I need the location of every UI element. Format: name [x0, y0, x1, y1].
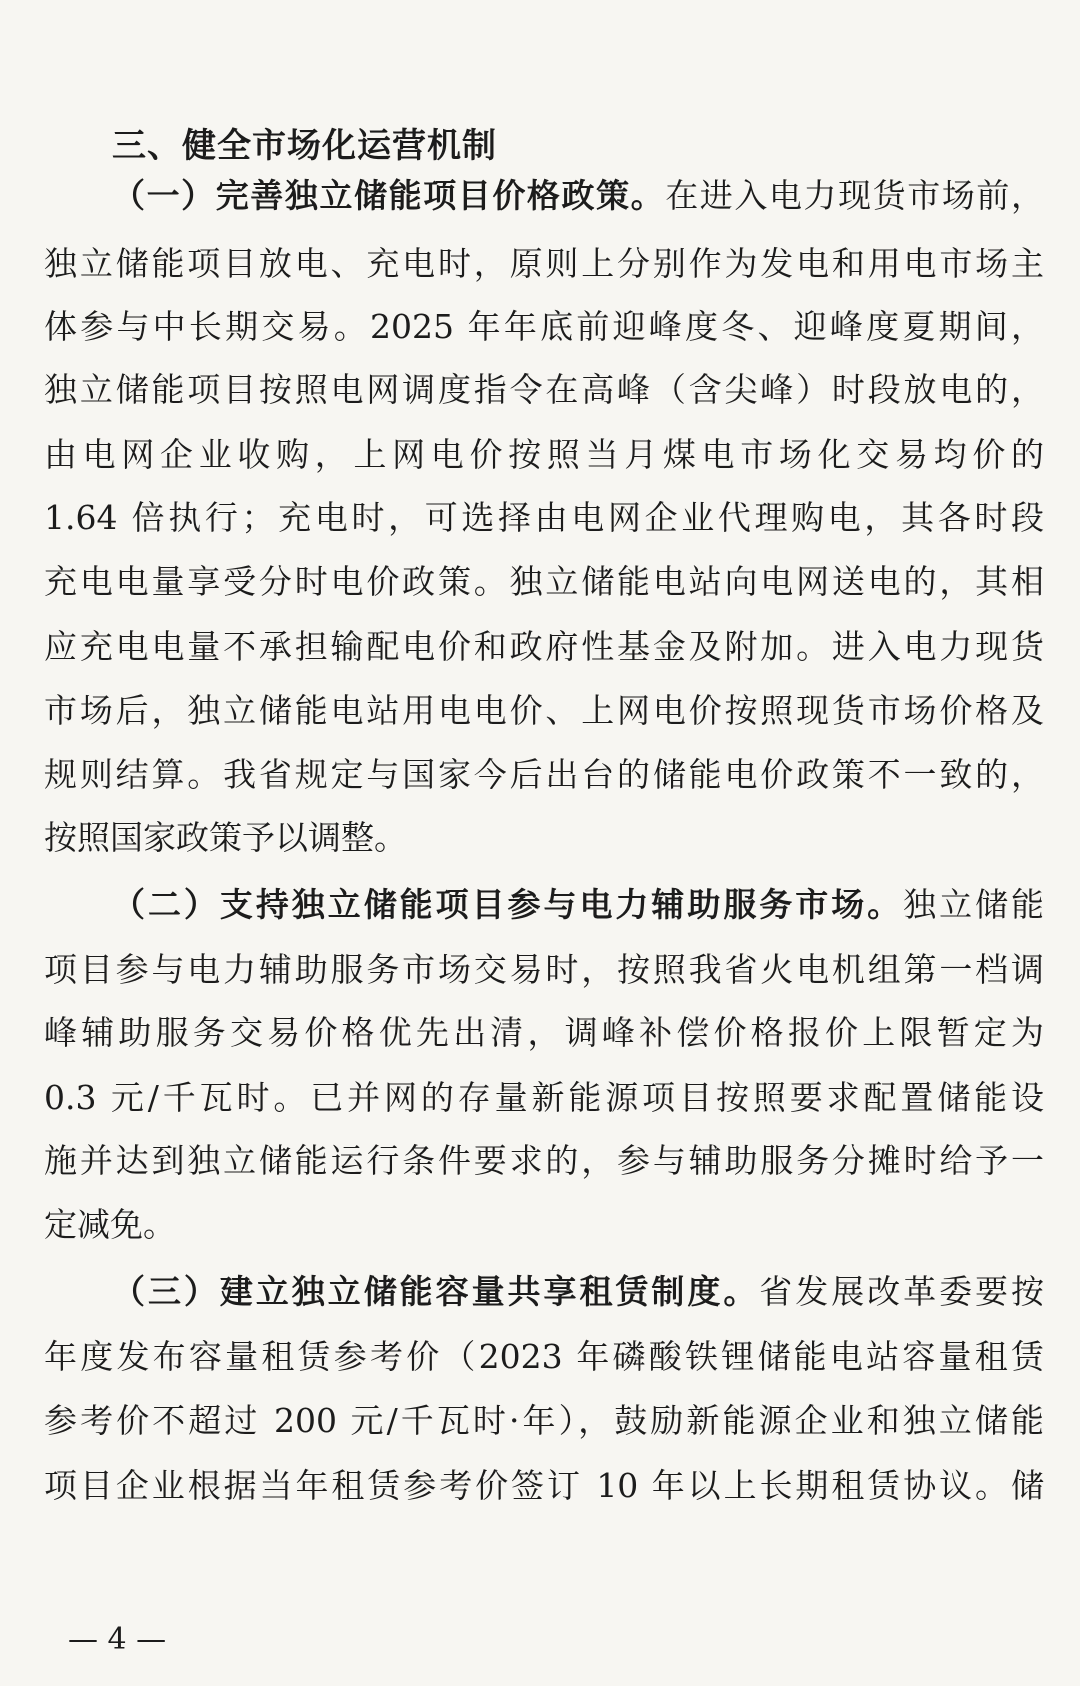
paragraph-1-line-6: 1.64 倍执行；充电时，可选择由电网企业代理购电，其各时段: [44, 498, 1044, 537]
paragraph-3-text: 省发展改革委要按: [759, 1272, 1045, 1311]
paragraph-3-line-4: 项目企业根据当年租赁参考价签订 10 年以上长期租赁协议。储: [44, 1466, 1044, 1505]
paragraph-2-line-2: 项目参与电力辅助服务市场交易时，按照我省火电机组第一档调: [44, 950, 1044, 989]
paragraph-3-line-3: 参考价不超过 200 元/千瓦时·年），鼓励新能源企业和独立储能: [44, 1401, 1044, 1440]
paragraph-2-line-5: 施并达到独立储能运行条件要求的，参与辅助服务分摊时给予一: [44, 1141, 1044, 1180]
paragraph-1-text: 在进入电力现货市场前，: [665, 176, 1045, 215]
paragraph-1-line-8: 应充电电量不承担输配电价和政府性基金及附加。进入电力现货: [44, 627, 1044, 666]
paragraph-1-line-7: 充电电量享受分时电价政策。独立储能电站向电网送电的，其相: [44, 562, 1044, 601]
paragraph-1-line-10: 规则结算。我省规定与国家今后出台的储能电价政策不一致的，: [44, 755, 1044, 794]
paragraph-2-line-6: 定减免。: [44, 1205, 176, 1244]
paragraph-1-line-9: 市场后，独立储能电站用电电价、上网电价按照现货市场价格及: [44, 691, 1044, 730]
paragraph-2-text: 独立储能: [903, 885, 1045, 924]
page-number: — 4 —: [68, 1622, 167, 1657]
paragraph-1-subtitle: （一）完善独立储能项目价格政策。: [112, 176, 666, 215]
paragraph-1-line-3: 体参与中长期交易。2025 年年底前迎峰度冬、迎峰度夏期间，: [44, 307, 1044, 346]
paragraph-1-line-2: 独立储能项目放电、充电时，原则上分别作为发电和用电市场主: [44, 244, 1044, 283]
paragraph-2-subtitle: （二）支持独立储能项目参与电力辅助服务市场。: [112, 885, 904, 924]
paragraph-2-line-1: [112, 885, 1044, 925]
section-heading: 三、健全市场化运营机制: [112, 126, 497, 166]
paragraph-3-subtitle: （三）建立独立储能容量共享租赁制度。: [112, 1272, 760, 1311]
paragraph-1-line-11: 按照国家政策予以调整。: [44, 818, 407, 857]
paragraph-1-line-5: 由电网企业收购，上网电价按照当月煤电市场化交易均价的: [44, 435, 1044, 474]
paragraph-3-line-1: [112, 1272, 1044, 1312]
paragraph-1-line-4: 独立储能项目按照电网调度指令在高峰（含尖峰）时段放电的，: [44, 370, 1044, 409]
paragraph-1-line-1: [112, 176, 1044, 216]
paragraph-2-line-4: 0.3 元/千瓦时。已并网的存量新能源项目按照要求配置储能设: [44, 1078, 1044, 1117]
paragraph-2-line-3: 峰辅助服务交易价格优先出清，调峰补偿价格报价上限暂定为: [44, 1013, 1044, 1052]
paragraph-3-line-2: 年度发布容量租赁参考价（2023 年磷酸铁锂储能电站容量租赁: [44, 1337, 1044, 1376]
